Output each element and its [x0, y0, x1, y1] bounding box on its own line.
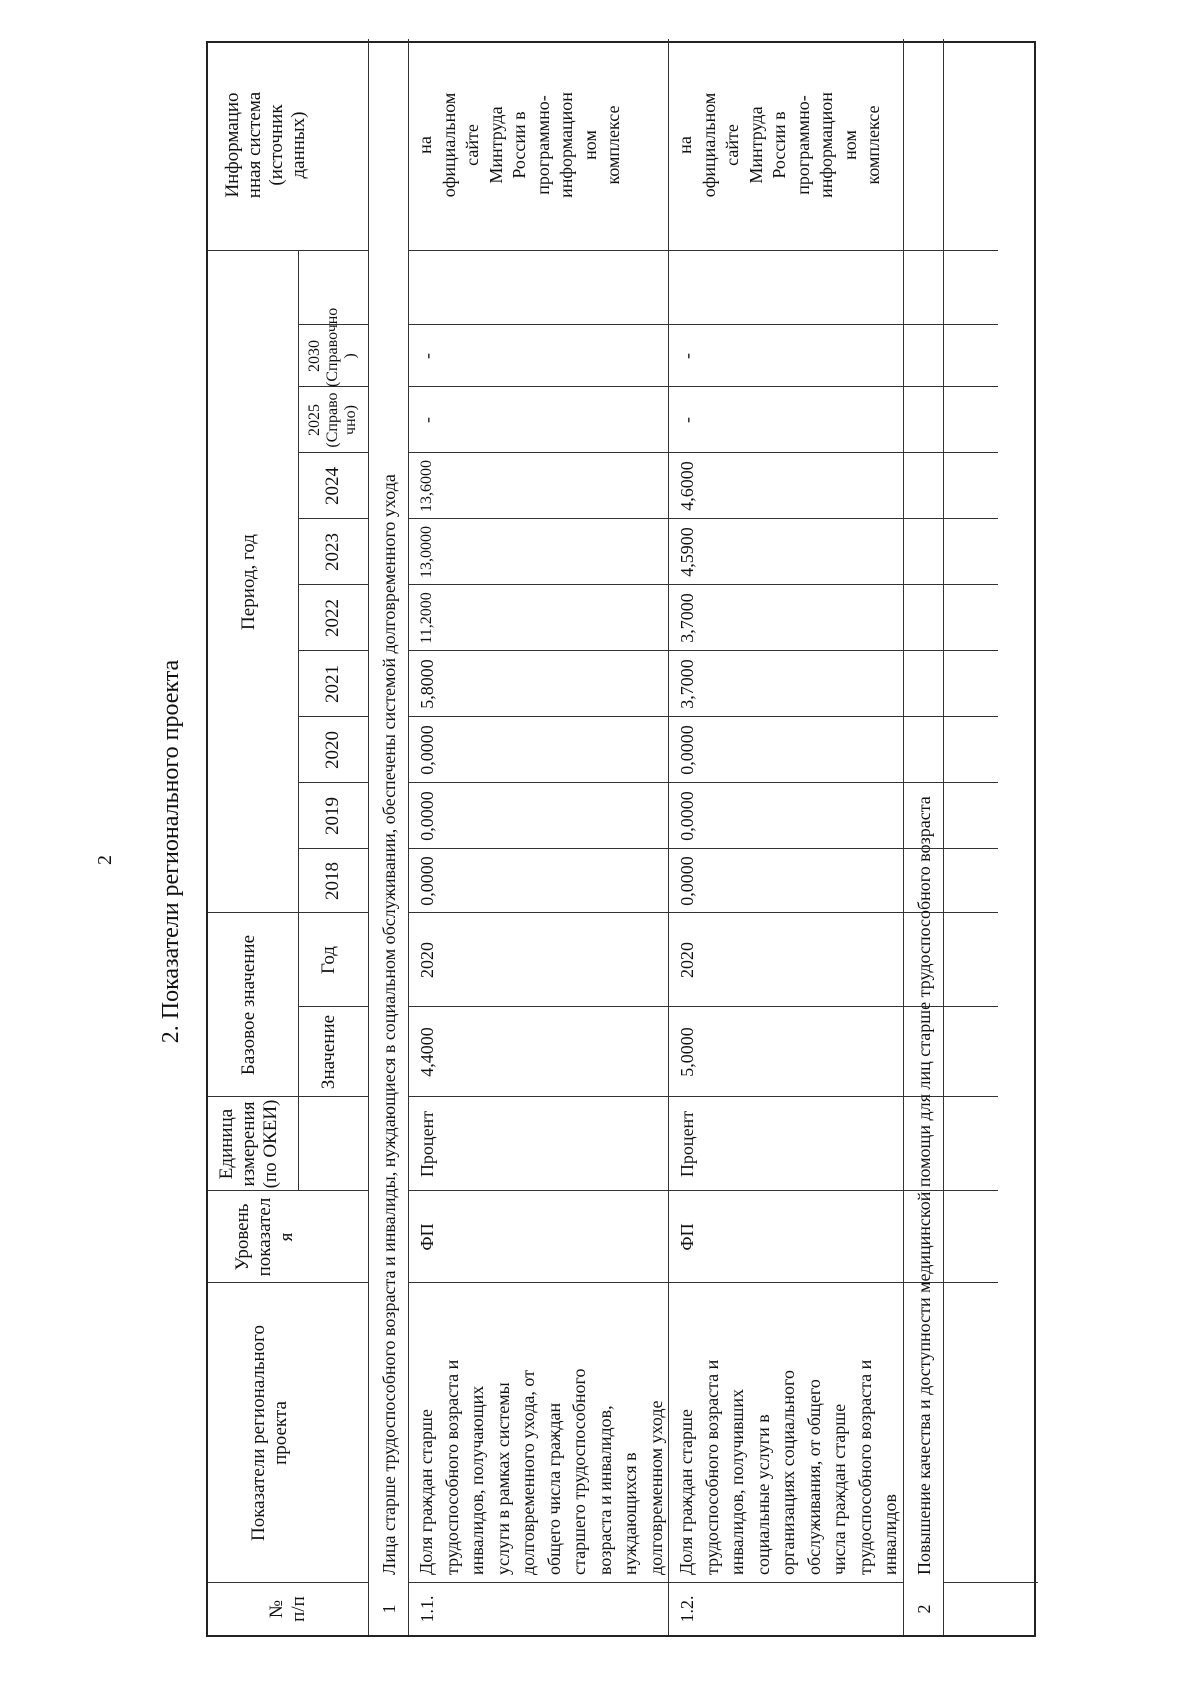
col-line: [408, 1096, 998, 1097]
col-line: [408, 386, 998, 387]
row-line: [408, 39, 409, 1635]
section-2-title: Повышение качества и доступности медицинской помощи для лиц старше трудоспособного возраста: [914, 796, 934, 1575]
row-1-1-2019: 0,0000: [417, 791, 437, 841]
col-line: [408, 782, 998, 783]
header-unit: Единица измерения (по ОКЕИ): [216, 1099, 281, 1189]
col-line: [408, 912, 998, 913]
header-no: № п/п: [266, 1596, 309, 1622]
header-indicator: Показатели регионального проекта: [248, 1325, 291, 1541]
header-base: Базовое значение: [238, 934, 259, 1076]
row-1-1-2021: 5,8000: [417, 659, 437, 709]
row-1-2-source: на официальном сайте Минтруда России в программно- информацион ном комплексе: [675, 92, 883, 198]
row-1-2-2022: 3,7000: [677, 593, 697, 643]
section-1-no: 1: [379, 1604, 399, 1614]
header-level: Уровень показател я: [232, 1197, 297, 1277]
col-line: [408, 518, 998, 519]
row-1-1-2022: 11,2000: [418, 592, 435, 644]
row-1-2-2023: 4,5900: [677, 527, 697, 577]
row-1-2-2025: -: [677, 417, 697, 423]
col-line: [408, 584, 998, 585]
indicators-table: [206, 41, 1036, 1637]
header-year-2022: 2022: [322, 599, 343, 637]
row-1-2-2024: 4,6000: [677, 461, 697, 511]
header-source: Информацио нная система (источник данных): [222, 91, 309, 199]
row-1-2-2021: 3,7000: [677, 659, 697, 709]
section-2-no: 2: [914, 1604, 934, 1614]
header-year-2019: 2019: [322, 797, 343, 835]
header-year-2030: 2030 (Справочно ): [306, 307, 359, 387]
col-line: [408, 716, 998, 717]
row-1-1-2025: -: [417, 417, 437, 423]
row-line: [368, 39, 369, 1635]
header-year-2020: 2020: [322, 731, 343, 769]
col-line: [408, 1006, 998, 1007]
section-1-title: Лица старше трудоспособного возраста и инвалиды, нуждающиеся в социальном обслуживании, обеспечены системой долговременного ухода: [379, 474, 399, 1575]
row-1-2-2030: -: [677, 353, 697, 359]
col-line: [408, 1582, 903, 1583]
row-1-2-name: Доля граждан старше трудоспособного возраста и инвалидов, получивших социальные услуги в организациях социального обслуживания, от общего числа граждан старше трудоспособного возраста и инвалидов: [676, 1359, 900, 1575]
row-1-1-source: на официальном сайте Минтруда России в программно- информацион ном комплексе: [415, 92, 623, 198]
row-line: [298, 913, 299, 1191]
row-1-1-unit: Процент: [417, 1110, 437, 1178]
header-year-2025: 2025 (Справо чно): [306, 392, 359, 448]
header-base-value: Значение: [318, 1014, 339, 1090]
col-line: [208, 912, 368, 913]
row-1-1-2020: 0,0000: [417, 725, 437, 775]
col-line: [408, 1282, 998, 1283]
col-line: [408, 650, 998, 651]
row-1-1-2024: 13,6000: [418, 460, 435, 512]
row-1-1-2023: 13,0000: [418, 526, 435, 578]
header-year-2023: 2023: [322, 533, 343, 571]
row-1-1-name: Доля граждан старше трудоспособного возраста и инвалидов, получающих услуги в рамках системы долговременного ухода, от общего числа граждан старшего трудоспособного возраста и инвалидов, нуждающихся в долговременном уходе: [416, 1359, 666, 1575]
row-1-2-2018: 0,0000: [677, 856, 697, 906]
page-number: 2: [94, 855, 116, 865]
section-title: 2. Показатели регионального проекта: [158, 659, 184, 1044]
row-1-2-level: ФП: [677, 1223, 697, 1251]
col-line: [408, 1190, 998, 1191]
header-year-2024: 2024: [322, 467, 343, 505]
row-1-2-base-value: 5,0000: [677, 1027, 697, 1077]
col-line: [408, 848, 998, 849]
row-line: [943, 39, 944, 1635]
col-line: [408, 324, 998, 325]
header-year-2018: 2018: [322, 862, 343, 900]
row-1-2-unit: Процент: [677, 1110, 697, 1178]
header-period: Период, год: [238, 534, 259, 630]
col-line: [943, 1582, 1038, 1583]
row-1-1-level: ФП: [417, 1223, 437, 1251]
row-1-2-2020: 0,0000: [677, 725, 697, 775]
row-1-1-2018: 0,0000: [417, 856, 437, 906]
row-1-1-no: 1.1.: [417, 1595, 437, 1623]
row-1-2-2019: 0,0000: [677, 791, 697, 841]
row-1-2-base-year: 2020: [677, 942, 697, 978]
row-line: [298, 251, 299, 913]
row-1-2-no: 1.2.: [677, 1595, 697, 1623]
row-1-1-base-value: 4,4000: [417, 1027, 437, 1077]
header-base-year: Год: [318, 946, 339, 974]
row-1-1-base-year: 2020: [417, 942, 437, 978]
col-line: [408, 452, 998, 453]
row-1-1-2030: -: [417, 353, 437, 359]
header-year-2021: 2021: [322, 665, 343, 703]
